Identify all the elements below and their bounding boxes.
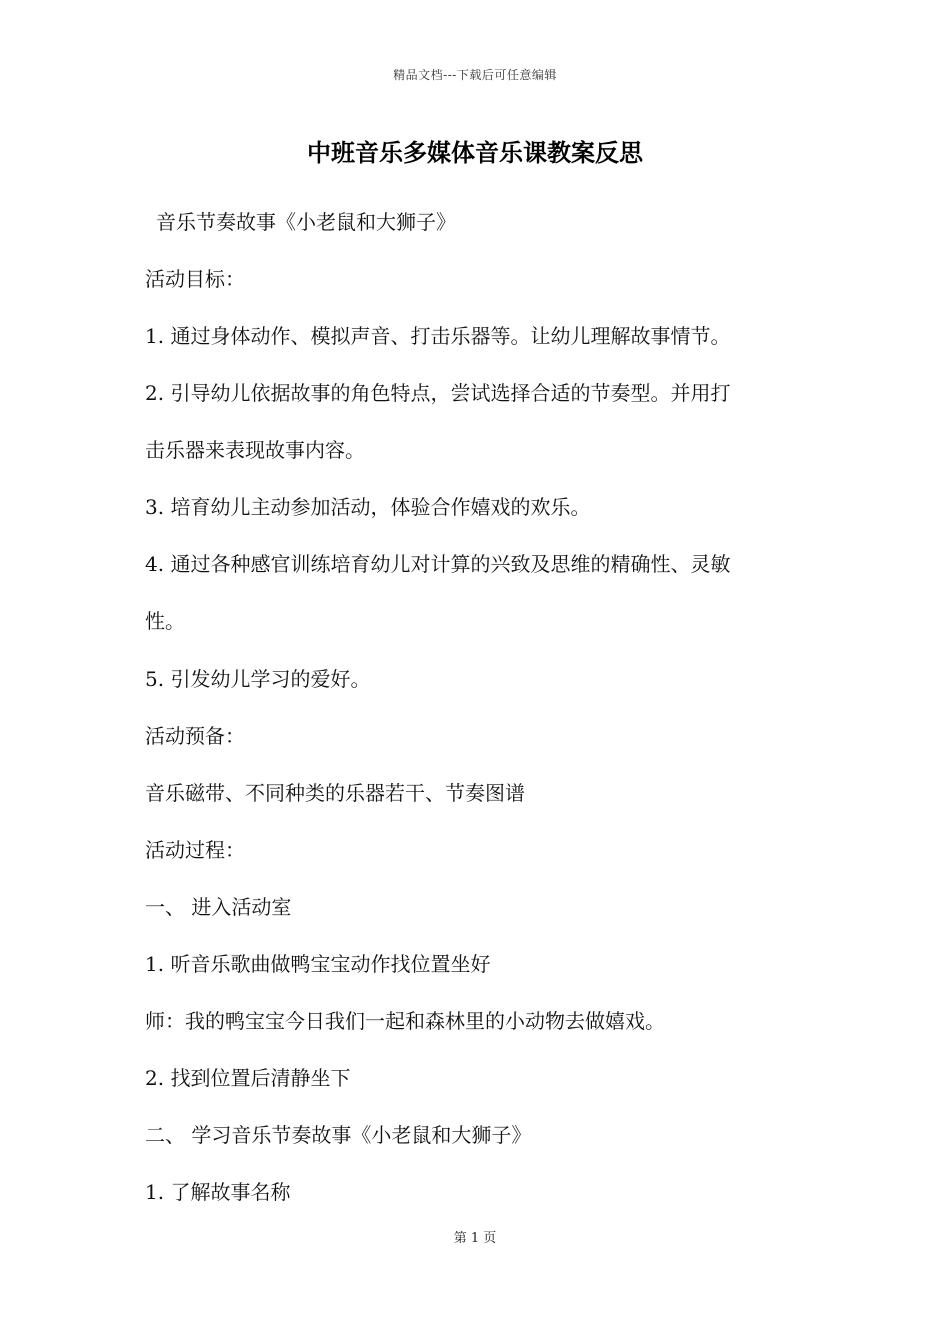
goal-item-2: 2. 引导幼儿依据故事的角色特点，尝试选择合适的节奏型。并用打 bbox=[145, 381, 731, 405]
section-heading-process: 活动过程： bbox=[145, 838, 245, 862]
process-step-1-item-2: 2. 找到位置后清静坐下 bbox=[145, 1066, 351, 1090]
document-title: 中班音乐多媒体音乐课教案反思 bbox=[307, 138, 643, 167]
goal-item-4-continued: 性。 bbox=[145, 609, 185, 633]
page-header: 精品文档---下载后可任意编辑 bbox=[393, 68, 557, 82]
section-heading-goals: 活动目标： bbox=[145, 267, 245, 291]
story-subtitle: 音乐节奏故事《小老鼠和大狮子》 bbox=[156, 210, 456, 234]
goal-item-3: 3. 培育幼儿主动参加活动，体验合作嬉戏的欢乐。 bbox=[145, 495, 591, 519]
process-step-2: 二、 学习音乐节奏故事《小老鼠和大狮子》 bbox=[145, 1123, 532, 1147]
process-step-1-item-1: 1. 听音乐歌曲做鸭宝宝动作找位置坐好 bbox=[145, 952, 491, 976]
goal-item-4: 4. 通过各种感官训练培育幼儿对计算的兴致及思维的精确性、灵敏 bbox=[145, 552, 731, 576]
goal-item-5: 5. 引发幼儿学习的爱好。 bbox=[145, 667, 371, 691]
goal-item-1: 1. 通过身体动作、模拟声音、打击乐器等。让幼儿理解故事情节。 bbox=[145, 324, 731, 348]
process-step-2-item-1: 1. 了解故事名称 bbox=[145, 1180, 291, 1204]
preparation-materials: 音乐磁带、不同种类的乐器若干、节奏图谱 bbox=[145, 781, 525, 805]
teacher-line: 师：我的鸭宝宝今日我们一起和森林里的小动物去做嬉戏。 bbox=[145, 1009, 665, 1033]
process-step-1: 一、 进入活动室 bbox=[145, 895, 292, 919]
goal-item-2-continued: 击乐器来表现故事内容。 bbox=[145, 438, 365, 462]
section-heading-preparation: 活动预备： bbox=[145, 724, 245, 748]
page-number: 第 1 页 bbox=[453, 1231, 497, 1246]
